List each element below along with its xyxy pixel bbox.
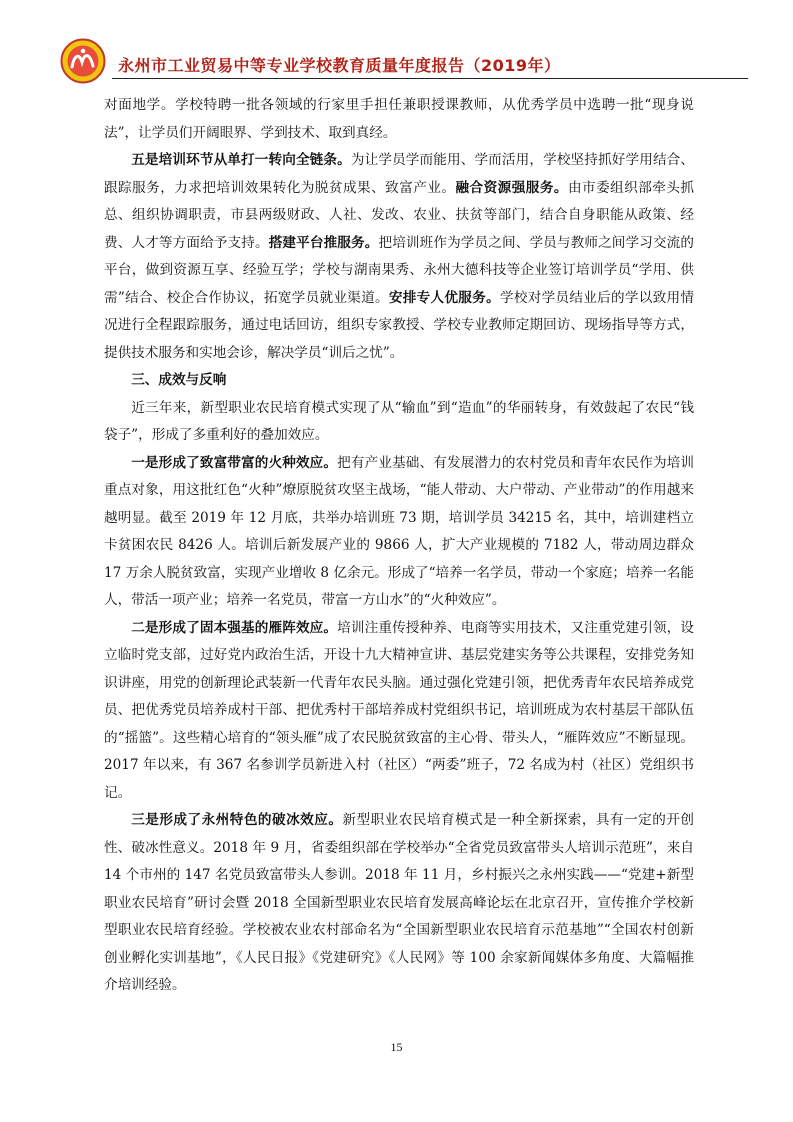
bold-lead-phrase: 三是形成了永州特色的破冰效应。 [131,812,343,828]
body-paragraph [104,92,694,147]
page-number: 15 [390,1040,403,1054]
paragraph-text: 对面地学。学校特聘一批各领域的行家里手担任兼职授课教师，从优秀学员中选聘一批“现身说法”，让学员们开阔眼界、学到技术、取到真经。 [104,97,694,141]
paragraph-text: 由市委组织部牵头抓总、组织协调职责，市县两级财政、人社、发改、农业、扶贫等部门，结合自身职能从政策、经费、人才等方面给予支持。 [104,179,695,251]
bold-lead-phrase: 融合资源强服务。 [455,179,568,196]
document-body [104,92,694,1000]
bold-lead-phrase: 搭建平台推服务。 [268,234,379,251]
bold-lead-phrase: 一是形成了致富带富的火种效应。 [131,454,338,471]
bold-lead-phrase: 五是培训环节从单打一转向全链条。 [131,152,351,168]
paragraph-text: 新型职业农民培育模式是一种全新探索，具有一定的开创性、破冰性意义。2018 年 9 月，省委组织部在学校举办“全省党员致富带头人培训示范班”，来自 14 个市州的 147 名党员致富带头人参训。2018 年 11 月，乡村振兴之永州实践——“党建+新型职业农民培育”研讨会暨 2018 全国新型职业农民培育发展高峰论坛在北京召开，宣传推介学校新型职业农民培育经验。学校被农业农村部命名为“全国新型职业农民培育示范基地”“全国农村创新创业孵化实训基地”，《人民日报》《党建研究》《人民网》等 100 余家新闻媒体多角度、大篇幅推介培训经验。 [104,812,695,993]
body-paragraph [104,147,694,367]
paragraph-text: 近三年来，新型职业农民培育模式实现了从“输血”到“造血”的华丽转身，有效鼓起了农民“钱袋子”，形成了多重利好的叠加效应。 [104,399,694,443]
paragraph-text: 把有产业基础、有发展潜力的农村党员和青年农民作为培训重点对象，用这批红色“火种”燎原脱贫攻坚主战场，“能人带动、大户带动、产业带动”的作用越来越明显。截至 2019 年 12 月底，共举办培训班 73 期，培训学员 34215 名，其中，培训建档立卡贫困农民 8426 人。培训后新发展产业的 9866 人，扩大产业规模的 7182 人，带动周边群众 17 万余人脱贫致富，实现产业增收 8 亿余元。形成了“培养一名学员，带动一个家庭；培养一名能人，带活一项产业；培养一名党员，带富一方山水”的“火种效应”。 [104,454,695,608]
paragraph-text: 为让学员学而能用、学而活用，学校坚持抓好学用结合、跟踪服务，力求把培训效果转化为脱贫成果、致富产业。 [104,152,694,196]
paragraph-text: 培训注重传授种养、电商等实用技术，又注重党建引领，设立临时党支部，过好党内政治生活，开设十九大精神宣讲、基层党建实务等公共课程，安排党务知识讲座，用党的创新理论武装新一代青年农民头脑。通过强化党建引领，把优秀青年农民培养成党员、把优秀党员培养成村干部、把优秀村干部培养成村党组织书记，培训班成为农村基层干部队伍的“摇篮”。这些精心培育的“领头雁”成了农民脱贫致富的主心骨、带头人，“雁阵效应”不断显现。2017 年以来，有 367 名参训学员新进入村（社区）“两委”班子，72 名成为村（社区）党组织书记。 [104,619,695,801]
body-paragraph [104,615,694,808]
paragraph-text: 学校对学员结业后的学以致用情况进行全程跟踪服务，通过电话回访，组织专家教授、学校专业教师定期回访、现场指导等方式，提供技术服务和实地会诊，解决学员“训后之忧”。 [104,289,695,361]
report-title: 永州市工业贸易中等专业学校教育质量年度报告（2019年） [118,56,561,75]
paragraph-text: 把培训班作为学员之间、学员与教师之间学习交流的平台，做到资源互享、经验互学；学校与湖南果秀、永州大德科技等企业签订培训学员“学用、供需”结合、校企合作协议，拓宽学员就业渠道。 [104,234,695,306]
bold-lead-phrase: 二是形成了固本强基的雁阵效应。 [131,619,338,636]
section-heading [104,367,694,395]
paragraph-text: 三、成效与反响 [131,372,227,388]
body-paragraph [104,395,694,450]
header-divider [112,78,748,79]
page-header [60,38,748,86]
school-emblem-icon [60,38,106,84]
body-paragraph [104,450,694,615]
bold-lead-phrase: 安排专人优服务。 [388,289,500,306]
body-paragraph [104,807,694,1000]
